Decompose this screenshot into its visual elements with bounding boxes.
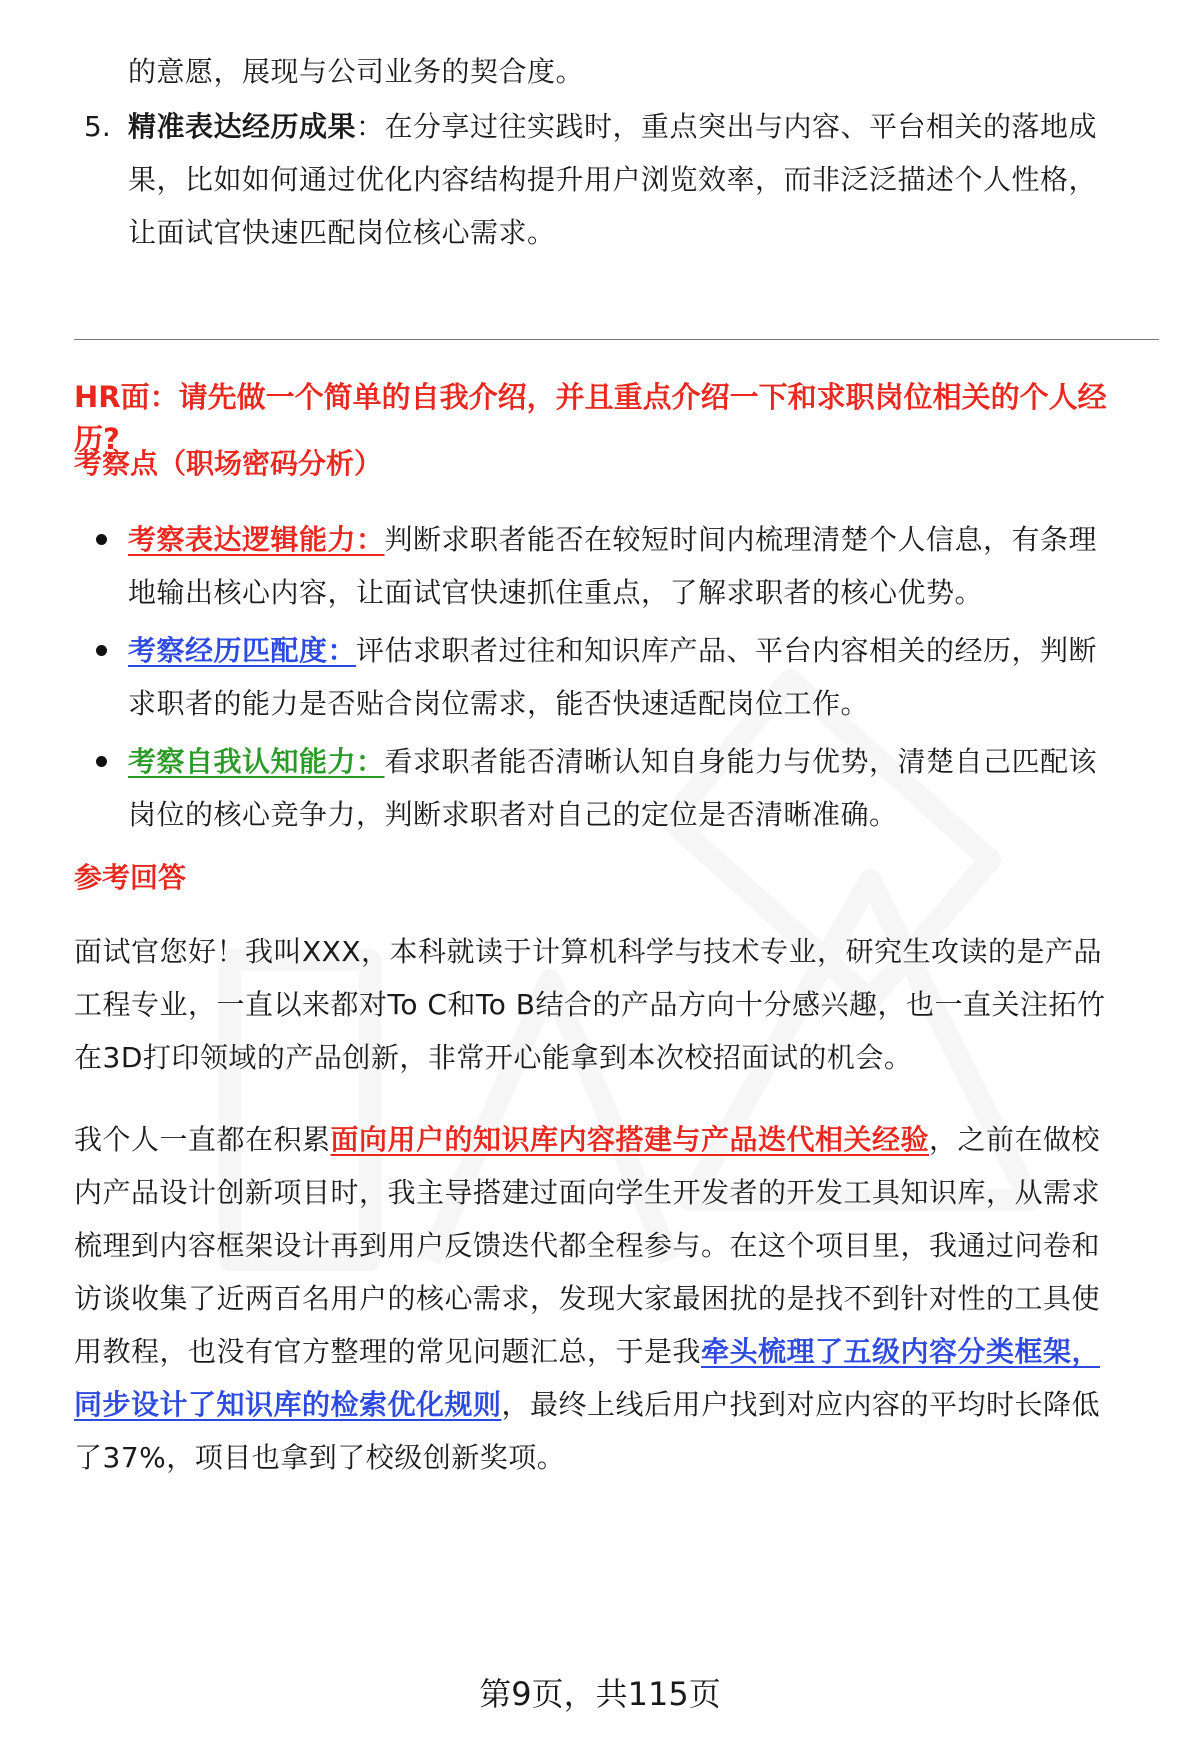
bullet-dot-2 (96, 645, 107, 656)
bullet-2-line1: 评估求职者过往和知识库产品、平台内容相关的经历，判断 (356, 634, 1098, 667)
list-number-5: 5. (84, 110, 111, 143)
section-heading-analysis: 考察点（职场密码分析） (74, 447, 383, 480)
section-heading-reference-answer: 参考回答 (74, 861, 187, 894)
list-item-5 (128, 97, 1148, 157)
bullet-dot-1 (96, 534, 107, 545)
answer-p2-line7: 了37%，项目也拿到了校级创新奖项。 (74, 1441, 566, 1474)
page-footer: 第9页，共115页 (479, 1675, 721, 1713)
bullet-2-line2: 求职者的能力是否贴合岗位需求，能否快速适配岗位工作。 (128, 687, 870, 720)
bullet-dot-3 (96, 756, 107, 767)
bullet-3-keyword: 考察自我认知能力： (128, 745, 385, 778)
answer-p2-line3: 梳理到内容框架设计再到用户反馈迭代都全程参与。在这个项目里，我通过问卷和 (74, 1229, 1101, 1262)
answer-highlight-blue-1: 牵头梳理了五级内容分类框架， (701, 1335, 1101, 1368)
answer-p2-l6-end: ，最终上线后用户找到对应内容的平均时长降低 (501, 1388, 1101, 1421)
bullet-1-line1: 判断求职者能否在较短时间内梳理清楚个人信息，有条理 (384, 523, 1098, 556)
bullet-item-1 (128, 510, 1148, 570)
bullet-2-keyword: 考察经历匹配度： (128, 634, 357, 667)
answer-p2-l1-end: ，之前在做校 (929, 1123, 1101, 1156)
answer-p2-line1 (74, 1110, 1159, 1170)
list-item-5-title: 精准表达经历成果 (128, 110, 357, 143)
bullet-1-line2: 地输出核心内容，让面试官快速抓住重点，了解求职者的核心优势。 (128, 576, 984, 609)
list-item-5-line3: 让面试官快速匹配岗位核心需求。 (128, 216, 556, 249)
bullet-3-line1: 看求职者能否清晰认知自身能力与优势，清楚自己匹配该 (384, 745, 1098, 778)
answer-p2-line2: 内产品设计创新项目时，我主导搭建过面向学生开发者的开发工具知识库，从需求 (74, 1176, 1101, 1209)
answer-p1-line2: 工程专业，一直以来都对To C和To B结合的产品方向十分感兴趣，也一直关注拓竹 (74, 988, 1106, 1021)
answer-highlight-blue-2: 同步设计了知识库的检索优化规则 (74, 1388, 502, 1421)
bullet-item-2 (128, 621, 1148, 681)
answer-p2-line5 (74, 1322, 1159, 1382)
answer-p1-line1: 面试官您好！我叫XXX，本科就读于计算机科学与技术专业，研究生攻读的是产品 (74, 935, 1103, 968)
answer-p2-line4: 访谈收集了近两百名用户的核心需求，发现大家最困扰的是找不到针对性的工具使 (74, 1282, 1101, 1315)
interview-question-line2: 历? (74, 422, 120, 456)
list-item-5-line1: ：在分享过往实践时，重点突出与内容、平台相关的落地成 (356, 110, 1098, 143)
previous-item-continuation: 的意愿，展现与公司业务的契合度。 (128, 55, 585, 88)
answer-highlight-red: 面向用户的知识库内容搭建与产品迭代相关经验 (330, 1123, 930, 1156)
bullet-3-line2: 岗位的核心竞争力，判断求职者对自己的定位是否清晰准确。 (128, 798, 898, 831)
bullet-1-keyword: 考察表达逻辑能力： (128, 523, 385, 556)
section-divider (74, 339, 1159, 340)
list-item-5-line2: 果，比如如何通过优化内容结构提升用户浏览效率，而非泛泛描述个人性格， (128, 163, 1098, 196)
answer-p2-l1-start: 我个人一直都在积累 (74, 1123, 331, 1156)
answer-p1-line3: 在3D打印领域的产品创新，非常开心能拿到本次校招面试的机会。 (74, 1041, 913, 1074)
answer-p2-line6 (74, 1375, 1159, 1435)
answer-p2-l5-start: 用教程，也没有官方整理的常见问题汇总，于是我 (74, 1335, 702, 1368)
interview-question-line1: HR面：请先做一个简单的自我介绍，并且重点介绍一下和求职岗位相关的个人经 (74, 380, 1107, 414)
bullet-item-3 (128, 732, 1148, 792)
